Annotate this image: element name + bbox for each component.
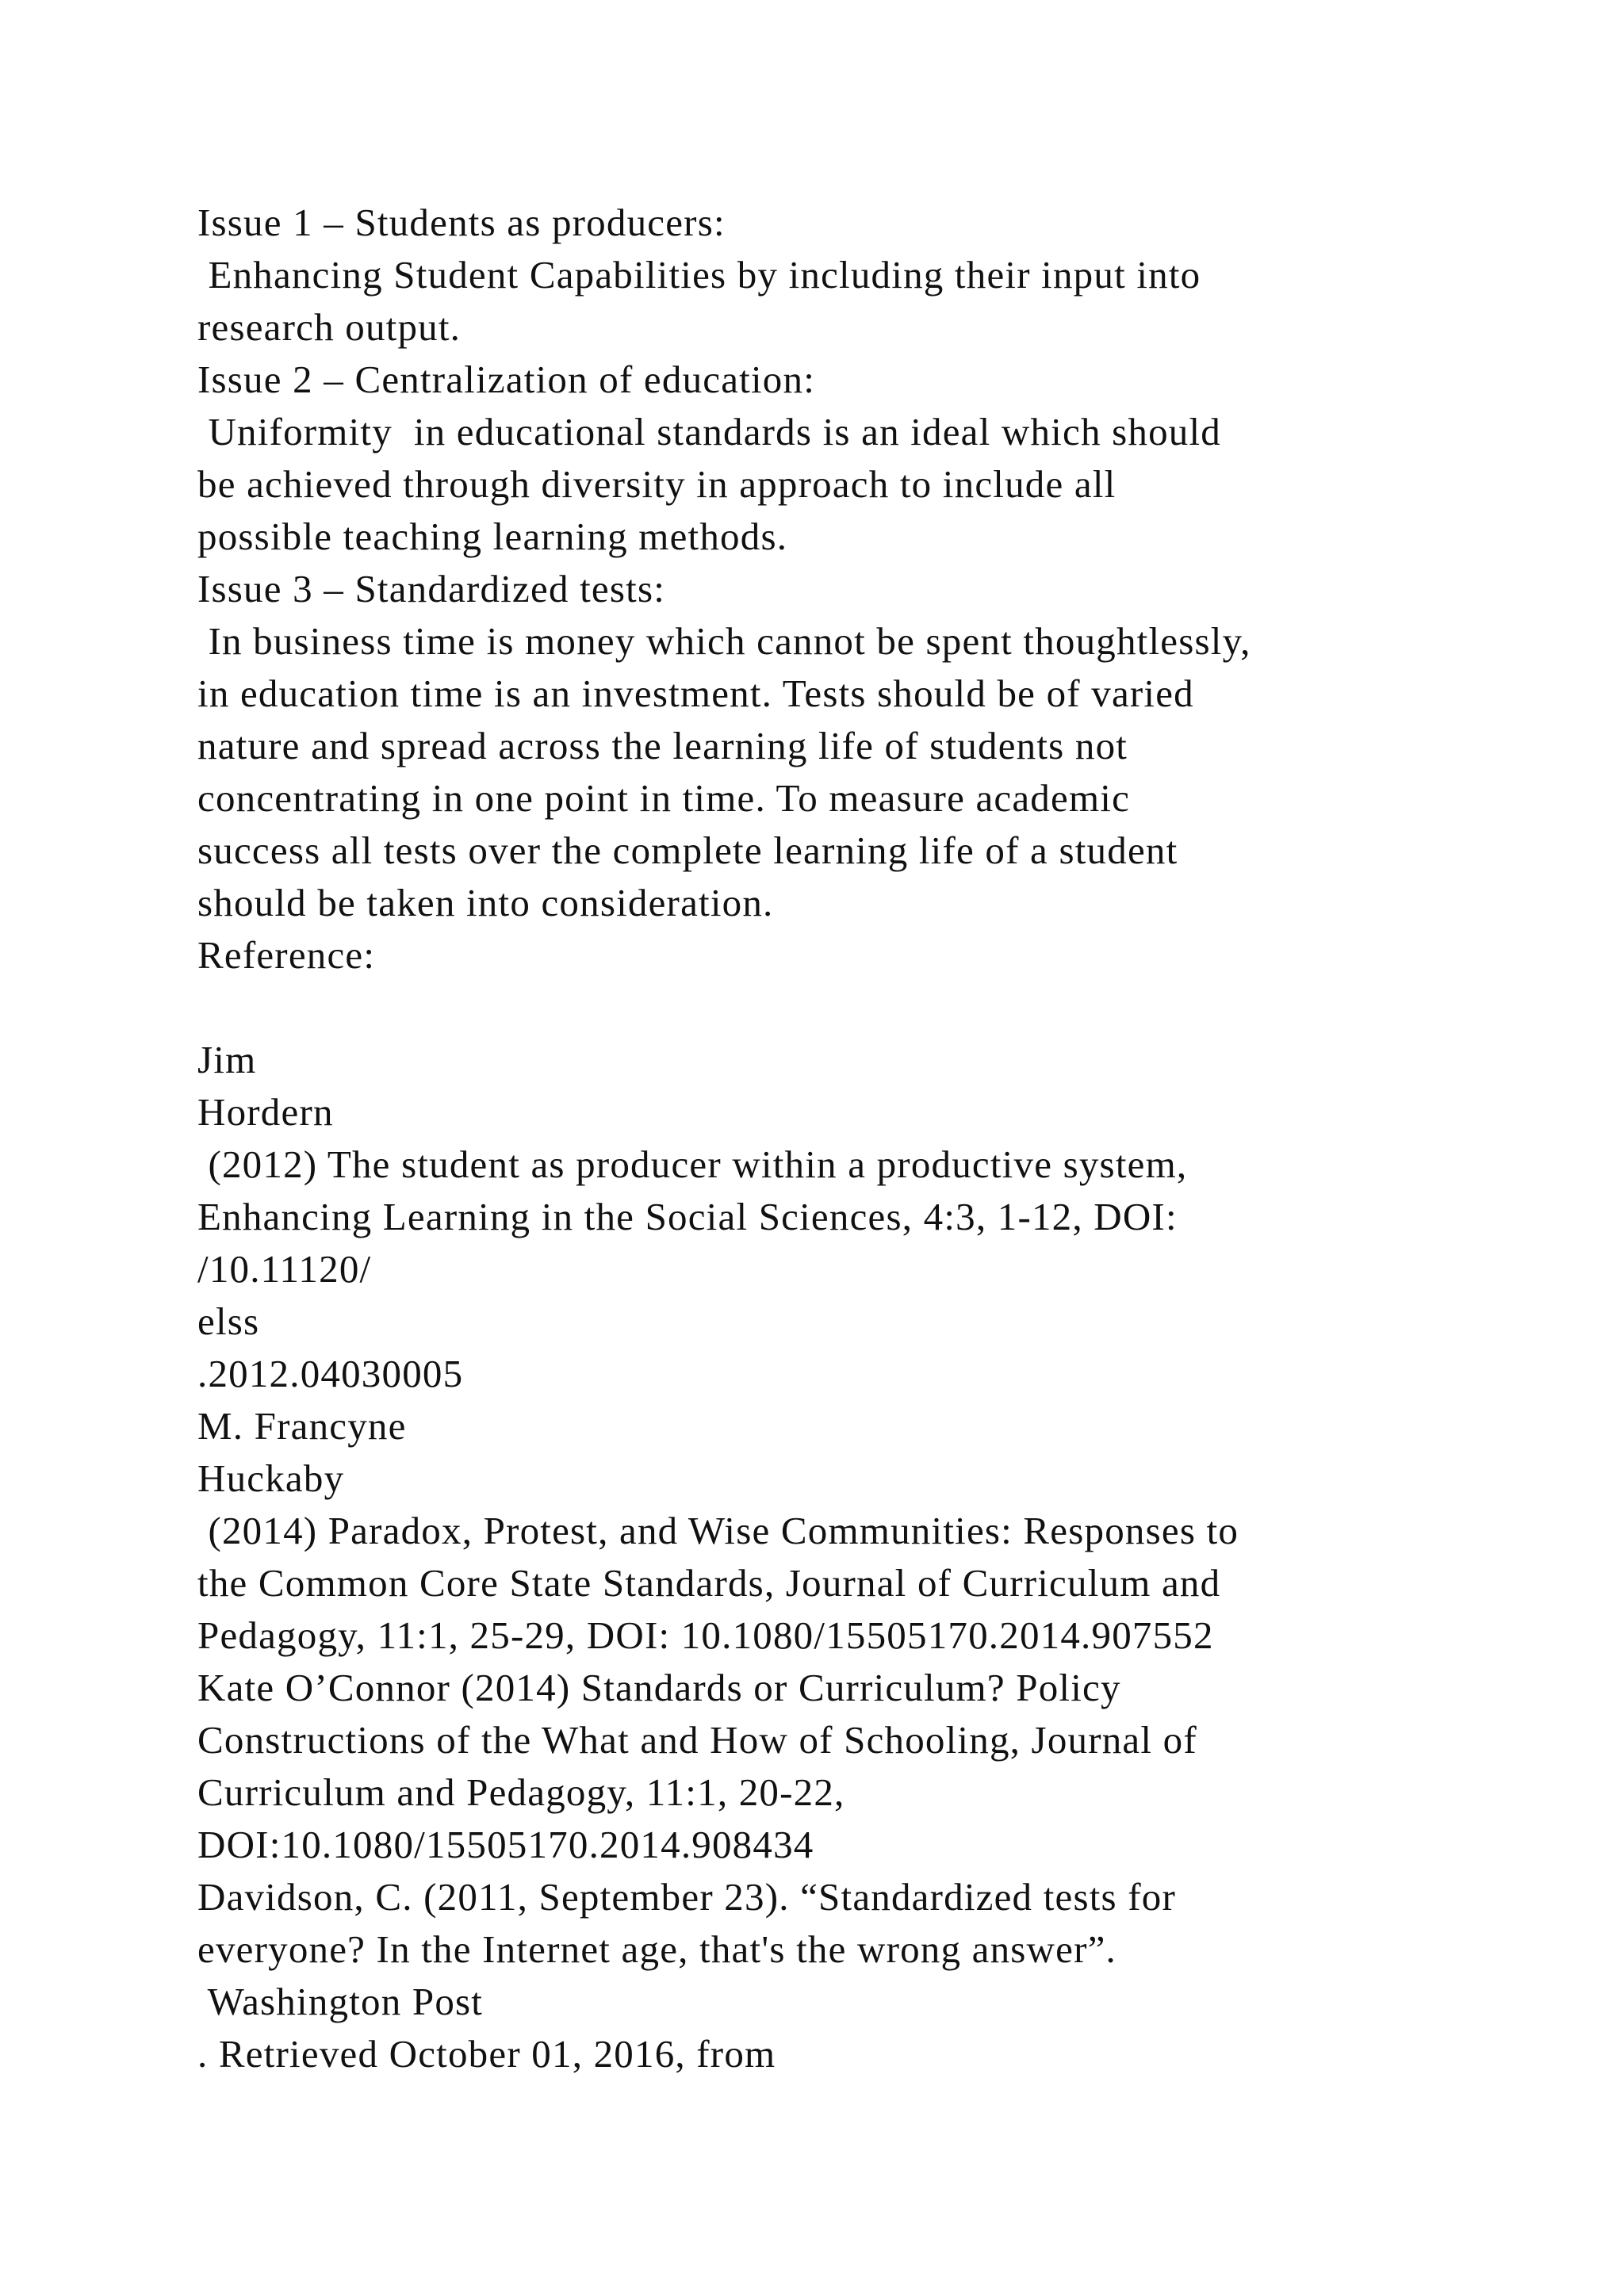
text-line: Issue 1 – Students as producers: bbox=[197, 201, 726, 244]
text-line: . Retrieved October 01, 2016, from bbox=[197, 2032, 776, 2076]
text-line: /10.11120/ bbox=[197, 1247, 372, 1291]
text-line: everyone? In the Internet age, that's the wrong answer”. bbox=[197, 1927, 1117, 1971]
text-line: M. Francyne bbox=[197, 1404, 407, 1448]
text-line: Davidson, C. (2011, September 23). “Standardized tests for bbox=[197, 1875, 1176, 1919]
text-line: success all tests over the complete learning life of a student bbox=[197, 828, 1178, 872]
text-line: Constructions of the What and How of Schooling, Journal of bbox=[197, 1718, 1197, 1762]
text-line: elss bbox=[197, 1299, 260, 1343]
text-line: Huckaby bbox=[197, 1456, 345, 1500]
text-line: Enhancing Student Capabilities by including their input into bbox=[197, 253, 1201, 297]
text-line: concentrating in one point in time. To measure academic bbox=[197, 776, 1131, 820]
text-line: In business time is money which cannot be spent thoughtlessly, bbox=[197, 619, 1251, 663]
text-line: Enhancing Learning in the Social Sciences, 4:3, 1-12, DOI: bbox=[197, 1195, 1178, 1238]
text-line: research output. bbox=[197, 305, 462, 349]
text-line: in education time is an investment. Tests should be of varied bbox=[197, 672, 1194, 715]
text-line: possible teaching learning methods. bbox=[197, 515, 788, 558]
text-line: should be taken into consideration. bbox=[197, 881, 774, 924]
text-line bbox=[197, 982, 1545, 1034]
text-line: (2014) Paradox, Protest, and Wise Communities: Responses to bbox=[197, 1509, 1239, 1552]
text-line: Uniformity in educational standards is an ideal which should bbox=[197, 410, 1221, 453]
document-text bbox=[197, 197, 1545, 2080]
text-line: nature and spread across the learning life of students not bbox=[197, 724, 1128, 767]
text-line: Issue 3 – Standardized tests: bbox=[197, 567, 666, 610]
text-line: the Common Core State Standards, Journal of Curriculum and bbox=[197, 1561, 1221, 1605]
text-line: Curriculum and Pedagogy, 11:1, 20-22, bbox=[197, 1770, 845, 1814]
text-line: Reference: bbox=[197, 933, 376, 977]
text-line: DOI:10.1080/15505170.2014.908434 bbox=[197, 1823, 814, 1866]
text-line: Pedagogy, 11:1, 25-29, DOI: 10.1080/15505170.2014.907552 bbox=[197, 1613, 1214, 1657]
text-line: (2012) The student as producer within a productive system, bbox=[197, 1142, 1188, 1186]
text-line: Hordern bbox=[197, 1090, 334, 1134]
text-line: .2012.04030005 bbox=[197, 1352, 464, 1395]
text-line: Jim bbox=[197, 1038, 257, 1081]
text-line: be achieved through diversity in approach to include all bbox=[197, 462, 1116, 506]
text-line: Issue 2 – Centralization of education: bbox=[197, 358, 816, 401]
text-line: Washington Post bbox=[197, 1980, 484, 2023]
text-line: Kate O’Connor (2014) Standards or Curriculum? Policy bbox=[197, 1666, 1121, 1709]
